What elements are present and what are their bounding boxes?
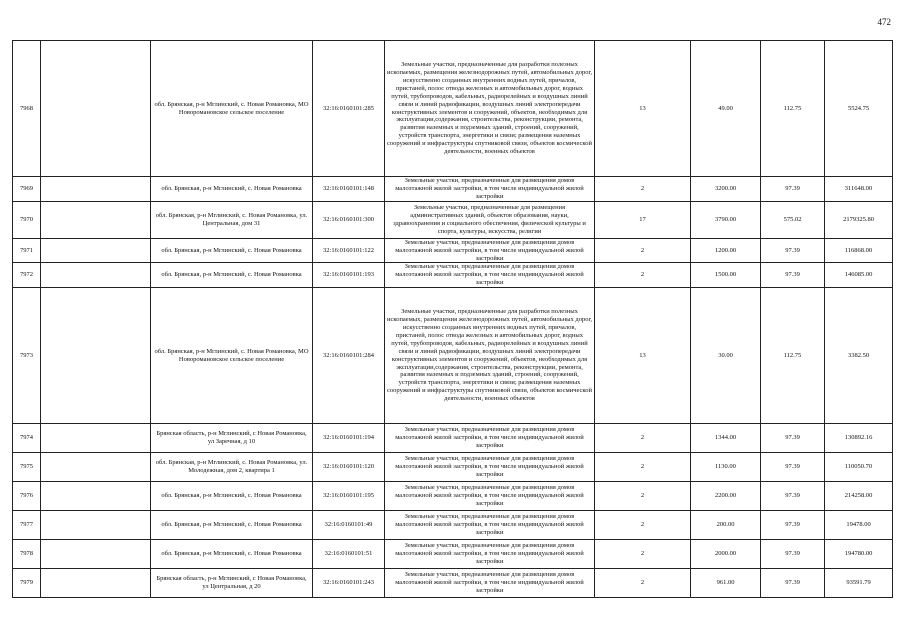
row-number: 7976 [13,482,41,511]
land-use-cell: Земельные участки, предназначенные для размещения домов малоэтажной жилой застройки, в том числе индивидуальной жилой застройки [385,238,595,263]
rate-cell: 112.75 [761,288,825,424]
cadastral-number-cell: 32:16:0160101:195 [313,482,385,511]
rate-cell: 97.39 [761,424,825,453]
address-cell: обл. Брянская, р-н Мглинский, с. Новая Романовка [151,540,313,569]
use-group-cell: 17 [595,201,691,238]
row-number: 7969 [13,177,41,202]
land-use-cell: Земельные участки, предназначенные для размещения домов малоэтажной жилой застройки, в том числе индивидуальной жилой застройки [385,540,595,569]
land-use-cell: Земельные участки, предназначенные для разработки полезных ископаемых, размещения железнодорожных путей, автомобильных дорог, искусственно созданных внутренних водных путей, причалов, пристаней, полос отвода железных и автомобильных дорог, водных путей, трубопроводов, кабельных, радиорелейных и воздушных линий связи и линий радиофикации, воздушных линий электропередачи конструктивных элементов и сооружений, объектов, необходимых для эксплуатации,содержания, строительства, реконструкции, ремонта, развития наземных и подземных зданий, строений, сооружений, устройств транспорта, энергетики и связи; размещения наземных сооружений и инфраструктуры спутниковой связи, объектов космической деятельности, военных объектов [385,41,595,177]
land-use-cell: Земельные участки, предназначенные для размещения домов малоэтажной жилой застройки, в том числе индивидуальной жилой застройки [385,511,595,540]
row-number: 7972 [13,263,41,288]
table-row [13,201,893,238]
address-cell: обл. Брянская, р-н Мглинский, с. Новая Романовка, МО Новоромановское сельское поселение [151,288,313,424]
land-use-cell: Земельные участки, предназначенные для размещения административных зданий, объектов образования, науки, здравоохранения и социального обеспечения, физической культуры и спорта, культуры, искусства, религии [385,201,595,238]
use-group-cell: 2 [595,540,691,569]
cadastral-value-cell: 130892.16 [825,424,893,453]
cadastral-number-cell: 32:16:0160101:193 [313,263,385,288]
cadastral-value-cell: 194780.00 [825,540,893,569]
cadastral-value-cell: 93591.79 [825,569,893,598]
area-cell: 1344.00 [691,424,761,453]
cadastral-number-cell: 32:16:0160101:194 [313,424,385,453]
cadastral-number-cell: 32:16:0160101:285 [313,41,385,177]
use-group-cell: 2 [595,424,691,453]
row-number: 7971 [13,238,41,263]
table-row [13,288,893,424]
cadastral-value-cell: 5524.75 [825,41,893,177]
address-cell: Брянская область, р-н Мглинский, с Новая Романовка, ул Центральная, д 20 [151,569,313,598]
area-cell: 200.00 [691,511,761,540]
row-number: 7978 [13,540,41,569]
rate-cell: 97.39 [761,569,825,598]
use-group-cell: 2 [595,453,691,482]
area-cell: 2000.00 [691,540,761,569]
cadastral-value-cell: 214258.00 [825,482,893,511]
table-row [13,263,893,288]
use-group-cell: 13 [595,288,691,424]
area-cell: 3200.00 [691,177,761,202]
cadastral-value-cell: 116868.00 [825,238,893,263]
cadastral-value-cell: 146085.00 [825,263,893,288]
area-cell: 1500.00 [691,263,761,288]
table-row [13,238,893,263]
address-cell: обл. Брянская, р-н Мглинский, с. Новая Романовка [151,263,313,288]
cadastral-number-cell: 32:16:0160101:120 [313,453,385,482]
blank-cell [41,288,151,424]
rate-cell: 97.39 [761,263,825,288]
cadastral-number-cell: 32:16:0160101:148 [313,177,385,202]
address-cell: обл. Брянская, р-н Мглинский, с. Новая Романовка [151,177,313,202]
row-number: 7973 [13,288,41,424]
rate-cell: 97.39 [761,511,825,540]
table-row [13,540,893,569]
blank-cell [41,424,151,453]
blank-cell [41,238,151,263]
page-number: 472 [877,17,891,27]
rate-cell: 97.39 [761,238,825,263]
use-group-cell: 2 [595,482,691,511]
rate-cell: 112.75 [761,41,825,177]
cadastral-value-cell: 311648.00 [825,177,893,202]
address-cell: обл. Брянская, р-н Мглинский, с. Новая Романовка [151,511,313,540]
row-number: 7970 [13,201,41,238]
rate-cell: 97.39 [761,482,825,511]
blank-cell [41,453,151,482]
cadastral-number-cell: 32:16:0160101:300 [313,201,385,238]
row-number: 7974 [13,424,41,453]
table-row [13,511,893,540]
land-use-cell: Земельные участки, предназначенные для разработки полезных ископаемых, размещения железнодорожных путей, автомобильных дорог, искусственно созданных внутренних водных путей, причалов, пристаней, полос отвода железных и автомобильных дорог, водных путей, трубопроводов, кабельных, радиорелейных и воздушных линий связи и линий радиофикации, воздушных линий электропередачи конструктивных элементов и сооружений, объектов, необходимых для эксплуатации,содержания, строительства, реконструкции, ремонта, развития наземных и подземных зданий, строений, сооружений, устройств транспорта, энергетики и связи; размещения наземных сооружений и инфраструктуры спутниковой связи, объектов космической деятельности, военных объектов [385,288,595,424]
address-cell: Брянская область, р-н Мглинский, с Новая Романовка, ул Заречная, д 10 [151,424,313,453]
table-row [13,453,893,482]
blank-cell [41,569,151,598]
use-group-cell: 2 [595,511,691,540]
rate-cell: 97.39 [761,540,825,569]
area-cell: 2200.00 [691,482,761,511]
land-use-cell: Земельные участки, предназначенные для размещения домов малоэтажной жилой застройки, в том числе индивидуальной жилой застройки [385,482,595,511]
area-cell: 1130.00 [691,453,761,482]
land-use-cell: Земельные участки, предназначенные для размещения домов малоэтажной жилой застройки, в том числе индивидуальной жилой застройки [385,263,595,288]
blank-cell [41,201,151,238]
table-row [13,482,893,511]
table-row [13,569,893,598]
blank-cell [41,511,151,540]
cadastral-number-cell: 32:16:0160101:49 [313,511,385,540]
land-use-cell: Земельные участки, предназначенные для размещения домов малоэтажной жилой застройки, в том числе индивидуальной жилой застройки [385,453,595,482]
cadastral-number-cell: 32:16:0160101:284 [313,288,385,424]
land-use-cell: Земельные участки, предназначенные для размещения домов малоэтажной жилой застройки, в том числе индивидуальной жилой застройки [385,424,595,453]
cadastral-value-cell: 2179325.80 [825,201,893,238]
cadastral-value-cell: 19478.00 [825,511,893,540]
address-cell: обл. Брянская, р-н Мглинский, с. Новая Романовка [151,482,313,511]
land-use-cell: Земельные участки, предназначенные для размещения домов малоэтажной жилой застройки, в том числе индивидуальной жилой застройки [385,569,595,598]
row-number: 7975 [13,453,41,482]
cadastral-number-cell: 32:16:0160101:51 [313,540,385,569]
use-group-cell: 2 [595,569,691,598]
rate-cell: 97.39 [761,453,825,482]
blank-cell [41,263,151,288]
rate-cell: 97.39 [761,177,825,202]
table-row [13,177,893,202]
address-cell: обл. Брянская, р-н Мглинский, с. Новая Романовка [151,238,313,263]
cadastral-value-cell: 110050.70 [825,453,893,482]
rate-cell: 575.02 [761,201,825,238]
use-group-cell: 13 [595,41,691,177]
use-group-cell: 2 [595,263,691,288]
cadastral-value-cell: 3382.50 [825,288,893,424]
table-row [13,41,893,177]
area-cell: 30.00 [691,288,761,424]
blank-cell [41,540,151,569]
land-registry-table [12,40,893,598]
row-number: 7968 [13,41,41,177]
address-cell: обл. Брянская, р-н Мглинский, с. Новая Романовка, МО Новоромановское сельское поселение [151,41,313,177]
blank-cell [41,177,151,202]
address-cell: обл. Брянская, р-н Мглинский, с. Новая Романовка, ул. Молодежная, дом 2, квартира 1 [151,453,313,482]
row-number: 7977 [13,511,41,540]
area-cell: 961.00 [691,569,761,598]
address-cell: обл. Брянская, р-н Мглинский, с. Новая Романовка, ул. Центральная, дом 31 [151,201,313,238]
cadastral-number-cell: 32:16:0160101:122 [313,238,385,263]
use-group-cell: 2 [595,177,691,202]
blank-cell [41,41,151,177]
area-cell: 49.00 [691,41,761,177]
area-cell: 1200.00 [691,238,761,263]
row-number: 7979 [13,569,41,598]
area-cell: 3790.00 [691,201,761,238]
table-row [13,424,893,453]
land-use-cell: Земельные участки, предназначенные для размещения домов малоэтажной жилой застройки, в том числе индивидуальной жилой застройки [385,177,595,202]
blank-cell [41,482,151,511]
use-group-cell: 2 [595,238,691,263]
cadastral-number-cell: 32:16:0160101:243 [313,569,385,598]
